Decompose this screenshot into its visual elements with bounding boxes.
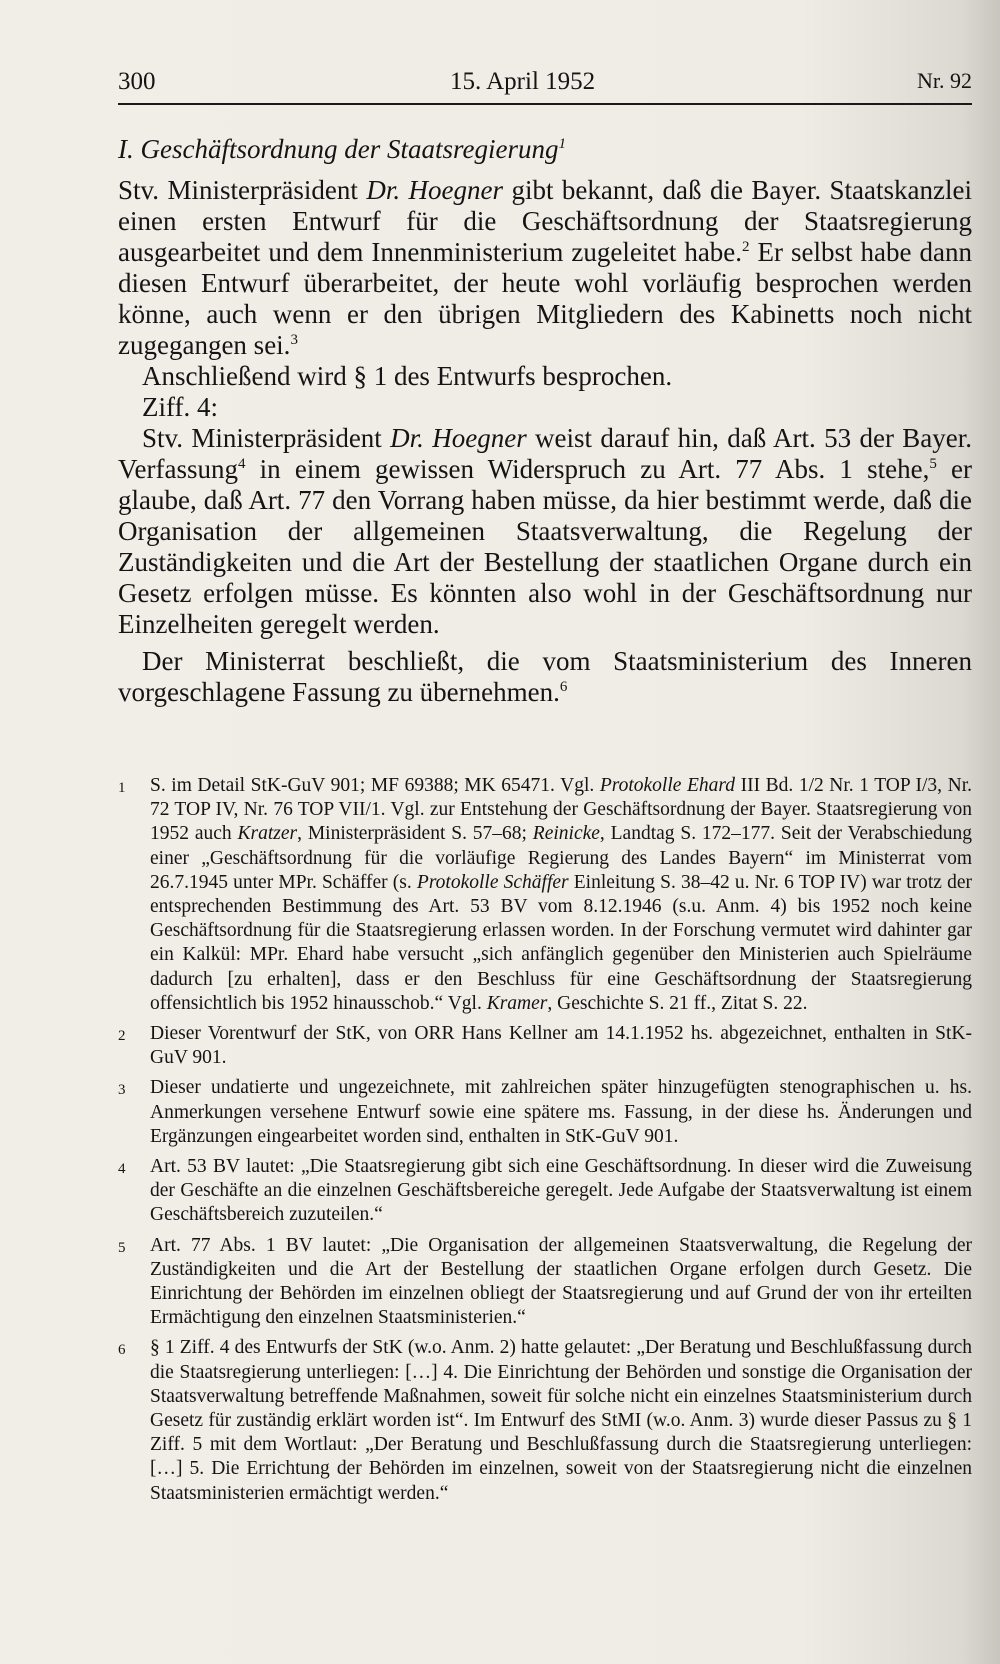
footnote-ref-1[interactable]: 1 (558, 136, 566, 152)
footnote-6: 6 § 1 Ziff. 4 des Entwurfs der StK (w.o. Anm. 2) hatte gelautet: „Der Beratung und Beschlußfassung durch die Staatsregierung unterliegen: […] 4. Die Einrichtung der Behörden und sonstige die Organisation der Staatsverwaltung betreffende Maßnahmen, soweit für solche nicht ein einzelnes Staatsministerium durch Gesetz für zuständig erklärt worden ist“. Im Entwurf des StMI (w.o. Anm. 3) wurde dieser Passus zu § 1 Ziff. 5 mit dem Wortlaut: „Der Beratung und Beschlußfassung durch die Staatsregierung unterliegen: […] 5. Die Errichtung der Behörden im einzelnen, soweit von der Staatsregierung nicht die einzelnen Staatsministerien ermächtigt werden.“ (118, 1337, 972, 1504)
footnotes (118, 774, 972, 1512)
footnote-ref-5[interactable]: 5 (929, 456, 937, 472)
paragraph-4: Stv. Ministerpräsident Dr. Hoegner weist darauf hin, daß Art. 53 der Bayer. Verfassung$^4$ in einem gewissen Widerspruch zu Art. 77 Abs. 1 stehe,$^5$ er glaube, daß Art. 77 den Vorrang haben müsse, da hier bestimmt werde, daß die Organisation der allgemeinen Staatsverwaltung, die Regelung der Zuständigkeiten und die Art der Bestellung der staatlichen Organe durch ein Gesetz erfolgen müsse. Es könnten also wohl in der Geschäftsordnung nur Einzelheiten geregelt werden. (118, 423, 972, 639)
paragraph-5: Der Ministerrat beschließt, die vom Staatsministerium des Inneren vorgeschlagene Fassung zu übernehmen.$^6$ (118, 646, 972, 707)
section-title: I. Geschäftsordnung der Staatsregierung$^1$ (118, 134, 566, 164)
footnote-number: 3 (118, 1082, 126, 1099)
document-number: Nr. 92 (917, 68, 972, 93)
footnote-ref-2[interactable]: 2 (742, 239, 750, 255)
main-text (118, 134, 972, 708)
footnote-ref-3[interactable]: 3 (290, 332, 298, 348)
footnote-3: 3 Dieser undatierte und ungezeichnete, mit zahlreichen später hinzugefügten stenographischen u. hs. Anmerkungen versehene Entwurf sowie eine spätere ms. Fassung, in der diese hs. Änderungen und Ergänzungen eingearbeitet worden sind, enthalten in StK-GuV 901. (118, 1077, 972, 1147)
header-date: 15. April 1952 (450, 68, 596, 95)
paragraph-1: Stv. Ministerpräsident Dr. Hoegner gibt bekannt, daß die Bayer. Staatskanzlei einen ersten Entwurf für die Geschäftsordnung der Staatsregierung ausgearbeitet und dem Innenministerium zugeleitet habe.$^2$ Er selbst habe dann diesen Entwurf überarbeitet, der heute wohl vorläufig besprochen werden könne, auch wenn er den übrigen Mitgliedern des Kabinetts noch nicht zugegangen sei.$^3$ (118, 175, 972, 360)
footnote-number: 2 (118, 1028, 126, 1045)
footnote-ref-4[interactable]: 4 (237, 456, 246, 472)
footnote-ref-6[interactable]: 6 (559, 679, 568, 695)
footnote-2: 2 Dieser Vorentwurf der StK, von ORR Hans Kellner am 14.1.1952 hs. abgezeichnet, enthalten in StK-GuV 901. (118, 1023, 972, 1069)
running-header (118, 68, 972, 104)
footnote-number: 4 (118, 1161, 126, 1178)
page-number: 300 (118, 68, 156, 95)
paragraph-3: Ziff. 4: (142, 392, 218, 422)
footnote-number: 5 (118, 1239, 126, 1256)
footnote-number: 6 (118, 1342, 126, 1359)
header-rule (118, 103, 972, 105)
footnote-number: 1 (118, 780, 126, 796)
footnote-5: 5 Art. 77 Abs. 1 BV lautet: „Die Organisation der allgemeinen Staatsverwaltung, die Regelung der Zuständigkeiten und die Art der Bestellung der staatlichen Organe erfolgen durch Gesetz. Die Einrichtung der Behörden im einzelnen obliegt der Staatsregierung und auf Grund der von ihr erteilten Ermächtigung den einzelnen Staatsministerien.“ (118, 1234, 972, 1329)
footnote-4: 4 Art. 53 BV lautet: „Die Staatsregierung gibt sich eine Geschäftsordnung. In dieser wird die Zuweisung der Geschäfte an die einzelnen Geschäftsbereiche geregelt. Jede Aufgabe der Staatsverwaltung ist einem Geschäftsbereich zuzuteilen.“ (118, 1156, 972, 1226)
paragraph-2: Anschließend wird § 1 des Entwurfs besprochen. (142, 361, 673, 391)
footnote-1: 1 S. im Detail StK-GuV 901; MF 69388; MK 65471. Vgl. Protokolle Ehard III Bd. 1/2 Nr. 1 TOP I/3, Nr. 72 TOP IV, Nr. 76 TOP VII/1. Vgl. zur Entstehung der Geschäftsordnung der Bayer. Staatsregierung von 1952 auch Kratzer, Ministerpräsident S. 57–68; Reinicke, Landtag S. 172–177. Seit der Verabschiedung einer „Geschäftsordnung für die vorläufige Regierung des Landes Bayern“ im Ministerrat vom 26.7.1945 unter MPr. Schäffer (s. Protokolle Schäffer Einleitung S. 38–42 u. Nr. 6 TOP IV) war trotz der entsprechenden Bestimmung des Art. 53 BV vom 8.12.1946 (s.u. Anm. 4) bis 1952 noch keine Geschäftsordnung für die Staatsregierung erlassen worden. In der Forschung vermutet wird dahinter gar ein Kalkül: MPr. Ehard habe versucht „sich anfänglich gegenüber den Ministerien auch Spielräume dadurch [zu erhalten], dass er den Beschluss für eine Geschäftsordnung der Staatsregierung offensichtlich bis 1952 hinausschob.“ Vgl. Kramer, Geschichte S. 21 ff., Zitat S. 22. (118, 775, 972, 1014)
person-name: Dr. Hoegner (390, 423, 527, 453)
person-name: Dr. Hoegner (366, 175, 504, 205)
